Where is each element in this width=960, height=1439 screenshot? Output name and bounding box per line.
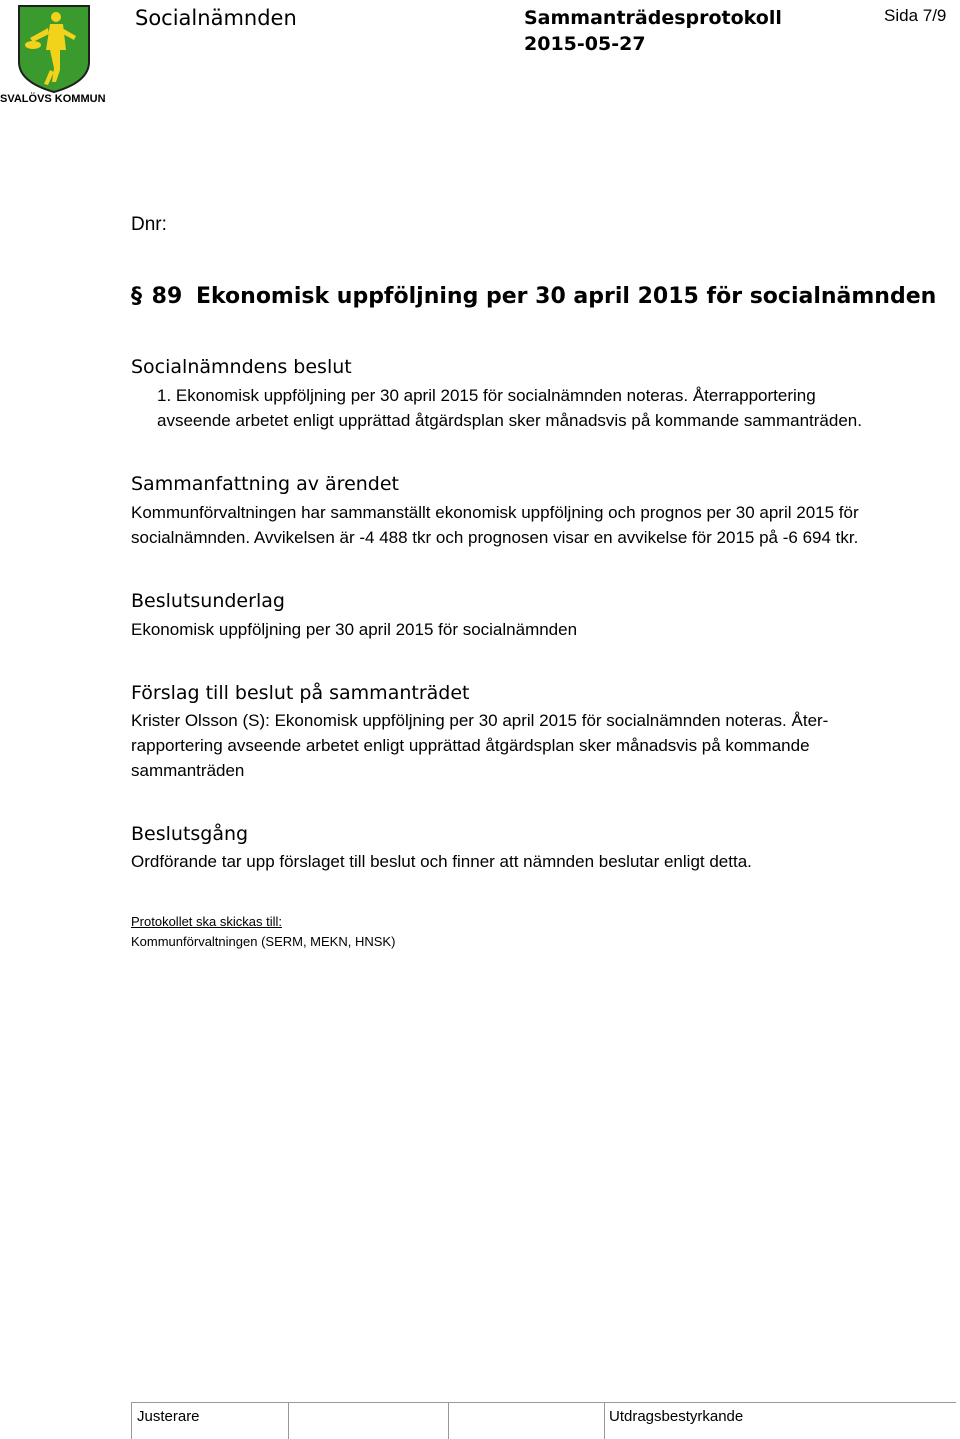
distribution-recipients: Kommunförvaltningen (SERM, MEKN, HNSK) <box>131 934 396 949</box>
proposal-line-1: Krister Olsson (S): Ekonomisk uppföljning per 30 april 2015 för socialnämnden noteras. Åter- <box>131 711 829 730</box>
decision-item-line-1: 1. Ekonomisk uppföljning per 30 april 2015 för socialnämnden noteras. Återrapportering <box>157 386 816 405</box>
footer-divider-1 <box>288 1402 289 1439</box>
footer-justerare: Justerare <box>137 1408 200 1425</box>
decision-item-line-2: avseende arbetet enligt upprättad åtgärdsplan sker månadsvis på kommande sammanträden. <box>157 411 862 430</box>
paragraph-symbol: § <box>131 284 142 309</box>
paragraph-heading <box>131 284 936 309</box>
municipality-logo <box>0 0 110 110</box>
procedure-line-1: Ordförande tar upp förslaget till beslut och finner att nämnden beslutar enligt detta. <box>131 852 752 871</box>
proposal-line-2: rapportering avseende arbetet enligt upprättad åtgärdsplan sker månadsvis på kommande <box>131 736 810 755</box>
summary-line-2: socialnämnden. Avvikelsen är -4 488 tkr och prognosen visar en avvikelse för 2015 på -6 694 tkr. <box>131 528 859 547</box>
basis-line-1: Ekonomisk uppföljning per 30 april 2015 för socialnämnden <box>131 620 578 639</box>
procedure-heading: Beslutsgång <box>131 823 249 845</box>
footer-divider-2 <box>448 1402 449 1439</box>
committee-name: Socialnämnden <box>135 6 297 30</box>
basis-heading: Beslutsunderlag <box>131 590 285 612</box>
summary-heading: Sammanfattning av ärendet <box>131 473 399 495</box>
dnr-label: Dnr: <box>131 214 167 235</box>
summary-line-1: Kommunförvaltningen har sammanställt ekonomisk uppföljning och prognos per 30 april 2015 för <box>131 503 859 522</box>
footer-utdragsbestyrkande: Utdragsbestyrkande <box>609 1408 744 1425</box>
proposal-line-3: sammanträden <box>131 761 245 780</box>
footer-divider-left <box>131 1402 132 1439</box>
paragraph-title: Ekonomisk uppföljning per 30 april 2015 för socialnämnden <box>195 284 937 309</box>
meeting-date: 2015-05-27 <box>524 33 646 55</box>
footer-divider-3 <box>604 1402 605 1439</box>
distribution-label: Protokollet ska skickas till: <box>131 914 282 929</box>
paragraph-number: 89 <box>151 284 183 309</box>
logo-text: SVALÖVS KOMMUN <box>0 93 106 105</box>
document-type: Sammanträdesprotokoll <box>524 7 782 29</box>
footer-top-rule <box>131 1402 956 1403</box>
proposal-heading: Förslag till beslut på sammanträdet <box>131 682 470 704</box>
page-number: Sida 7/9 <box>884 6 947 25</box>
decision-heading: Socialnämndens beslut <box>131 356 352 378</box>
